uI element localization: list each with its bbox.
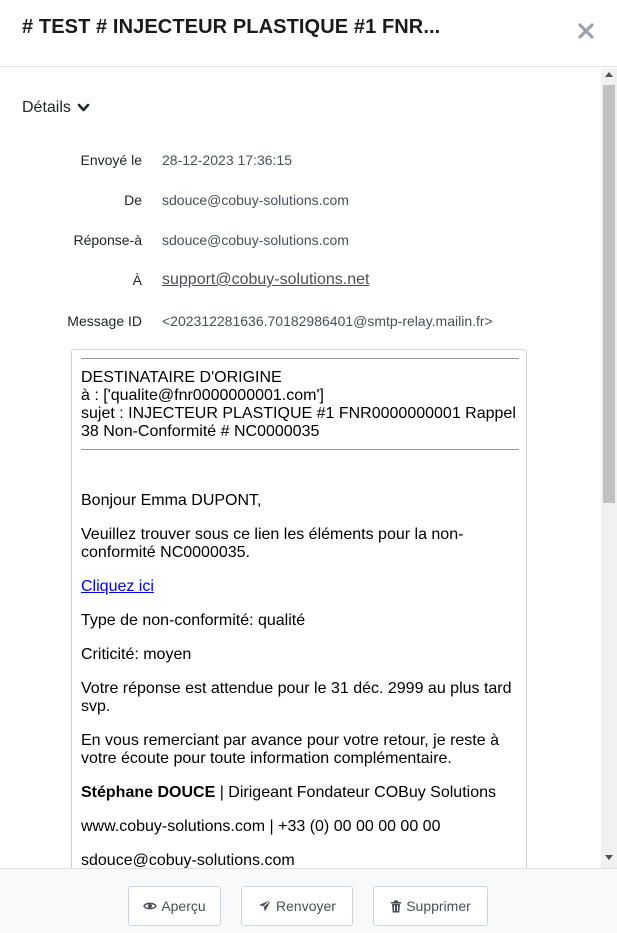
preview-button[interactable] — [128, 886, 221, 926]
email-body — [81, 358, 519, 868]
modal-body — [0, 68, 601, 868]
origin-heading: DESTINATAIRE D'ORIGINE — [81, 369, 282, 386]
message-id-value: <202312281636.70182986401@smtp-relay.mailin.fr> — [162, 313, 493, 329]
scroll-down-arrow[interactable] — [605, 855, 613, 860]
to-value-link[interactable]: support@cobuy-solutions.net — [162, 271, 370, 288]
scroll-thumb[interactable] — [603, 85, 615, 503]
modal-title: # TEST # INJECTEUR PLASTIQUE #1 FNR... — [22, 16, 441, 38]
open-link[interactable]: Cliquez ici — [81, 578, 154, 595]
signature-line — [81, 784, 519, 802]
paper-plane-icon — [258, 899, 272, 913]
signature-contact: www.cobuy-solutions.com | +33 (0) 00 00 00 00 00 — [81, 818, 441, 835]
signature-email: sdouce@cobuy-solutions.com — [81, 852, 295, 868]
details-toggle[interactable] — [22, 99, 90, 117]
to-label: À — [132, 272, 142, 288]
details-toggle-label: Détails — [22, 99, 71, 116]
email-content-frame — [71, 349, 527, 868]
origin-to: à : ['qualite@fnr0000000001.com'] — [81, 387, 324, 404]
preview-label: Aperçu — [161, 898, 206, 914]
close-button[interactable] — [577, 20, 595, 40]
reply-to-label: Réponse-à — [73, 232, 142, 248]
trash-icon — [390, 900, 402, 913]
sent-date-label: Envoyé le — [80, 152, 142, 168]
scroll-up-arrow[interactable] — [605, 72, 613, 77]
from-label: De — [124, 192, 142, 208]
reply-to-value: sdouce@cobuy-solutions.com — [162, 232, 349, 248]
delete-label: Supprimer — [406, 898, 471, 914]
intro-text: Veuillez trouver sous ce lien les éléments pour la non-conformité NC0000035. — [81, 526, 464, 561]
chevron-down-icon — [77, 103, 90, 113]
scrollbar[interactable] — [601, 68, 617, 868]
resend-button[interactable] — [241, 886, 353, 926]
greeting: Bonjour Emma DUPONT, — [81, 492, 262, 509]
close-icon — [577, 20, 595, 40]
from-value: sdouce@cobuy-solutions.com — [162, 192, 349, 208]
signature-role: | Dirigeant Fondateur COBuy Solutions — [215, 784, 496, 801]
origin-subject: sujet : INJECTEUR PLASTIQUE #1 FNR0000000001 Rappel 38 Non-Conformité # NC0000035 — [81, 405, 516, 440]
message-id-label: Message ID — [67, 313, 142, 329]
nc-type: Type de non-conformité: qualité — [81, 612, 306, 629]
eye-icon — [143, 901, 157, 911]
modal-header — [0, 0, 617, 67]
modal-footer — [0, 868, 617, 933]
signature-name: Stéphane DOUCE — [81, 784, 216, 801]
delete-button[interactable] — [373, 886, 488, 926]
deadline: Votre réponse est attendue pour le 31 déc. 2999 au plus tard svp. — [81, 680, 512, 715]
criticity: Criticité: moyen — [81, 646, 192, 663]
sent-date-value: 28-12-2023 17:36:15 — [162, 152, 292, 168]
resend-label: Renvoyer — [276, 898, 336, 914]
thanks-text: En vous remerciant par avance pour votre retour, je reste à votre écoute pour toute information complémentaire. — [81, 732, 499, 767]
